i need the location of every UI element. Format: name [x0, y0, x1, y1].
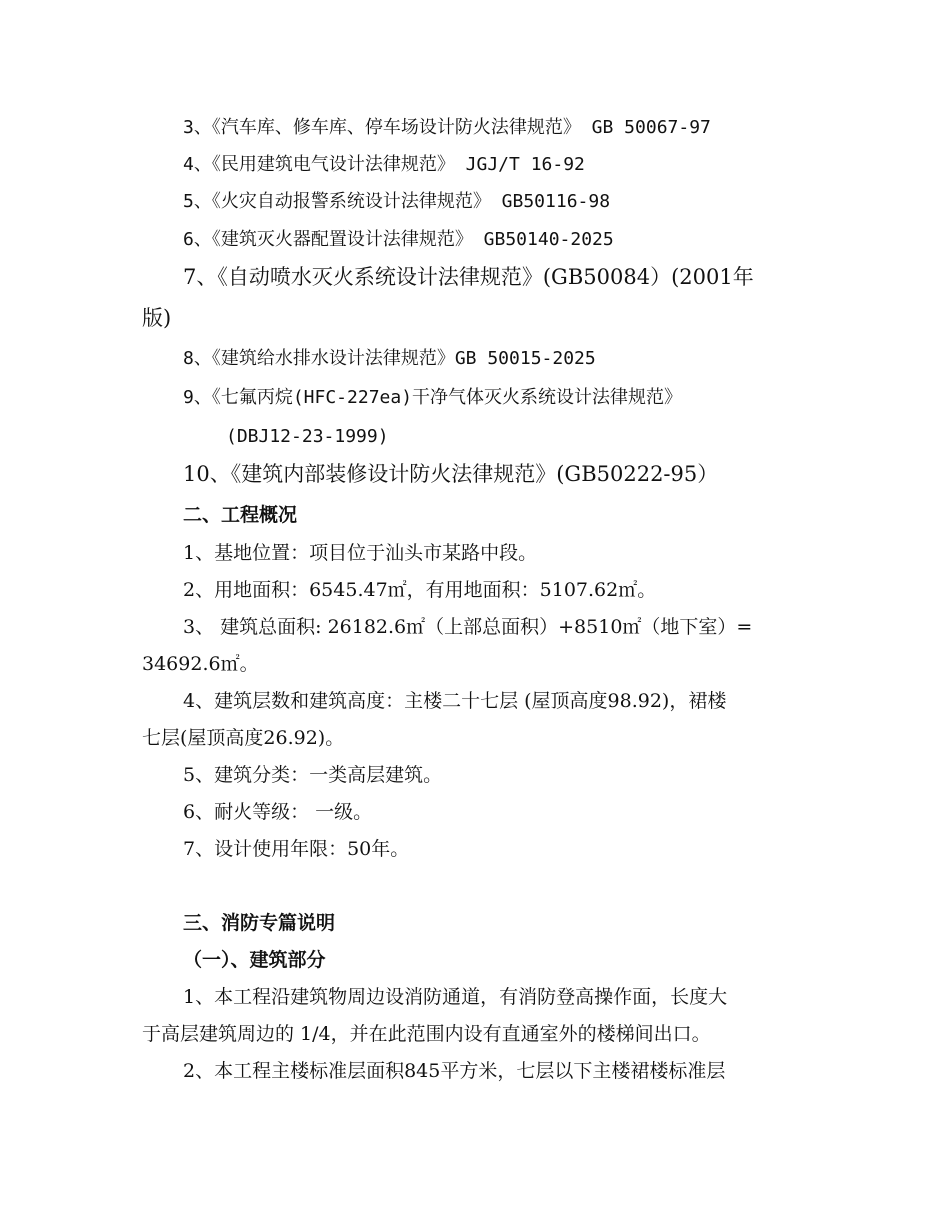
overview-item-4-line1: 4、建筑层数和建筑高度：主楼二十七层 (屋顶高度98.92)，裙楼 [183, 690, 727, 712]
reference-item-4: 4、《民用建筑电气设计法律规范》 JGJ/T 16-92 [183, 154, 585, 175]
fire-item-2-line1: 2、本工程主楼标准层面积845平方米，七层以下主楼裙楼标准层 [183, 1060, 726, 1082]
fire-item-1-line1: 1、本工程沿建筑物周边设消防通道，有消防登高操作面，长度大 [183, 986, 728, 1008]
reference-item-9-line2: (DBJ12-23-1999) [226, 426, 389, 447]
section-heading-overview: 二、工程概况 [183, 504, 298, 526]
fire-item-1-line2: 于高层建筑周边的 1/4，并在此范围内设有直通室外的楼梯间出口。 [142, 1023, 711, 1045]
overview-item-5: 5、建筑分类：一类高层建筑。 [183, 764, 443, 786]
reference-item-10: 10、《建筑内部装修设计防火法律规范》(GB50222-95） [183, 462, 719, 486]
overview-item-1: 1、基地位置：项目位于汕头市某路中段。 [183, 542, 538, 564]
overview-item-3-line2: 34692.6㎡。 [142, 653, 259, 675]
reference-item-7-line1: 7、《自动喷水灭火系统设计法律规范》(GB50084）(2001年 [183, 265, 754, 289]
overview-item-3-line1: 3、 建筑总面积: 26182.6㎡（上部总面积）+8510㎡（地下室）= [183, 616, 753, 638]
reference-item-3: 3、《汽车库、修车库、停车场设计防火法律规范》 GB 50067-97 [183, 117, 711, 138]
reference-item-7-line2: 版) [142, 306, 172, 330]
overview-item-7: 7、设计使用年限：50年。 [183, 838, 410, 860]
reference-item-6: 6、《建筑灭火器配置设计法律规范》 GB50140-2025 [183, 229, 614, 250]
overview-item-6: 6、耐火等级： 一级。 [183, 801, 373, 823]
reference-item-8: 8、《建筑给水排水设计法律规范》GB 50015-2025 [183, 348, 596, 369]
overview-item-4-line2: 七层(屋顶高度26.92)。 [142, 727, 345, 749]
reference-item-9-line1: 9、《七氟丙烷(HFC-227ea)干净气体灭火系统设计法律规范》 [183, 387, 683, 408]
reference-item-5: 5、《火灾自动报警系统设计法律规范》 GB50116-98 [183, 191, 611, 212]
overview-item-2: 2、用地面积：6545.47㎡，有用地面积：5107.62㎡。 [183, 579, 657, 601]
subsection-heading-architecture: （一）、建筑部分 [183, 949, 326, 971]
section-heading-fire: 三、消防专篇说明 [183, 912, 336, 934]
